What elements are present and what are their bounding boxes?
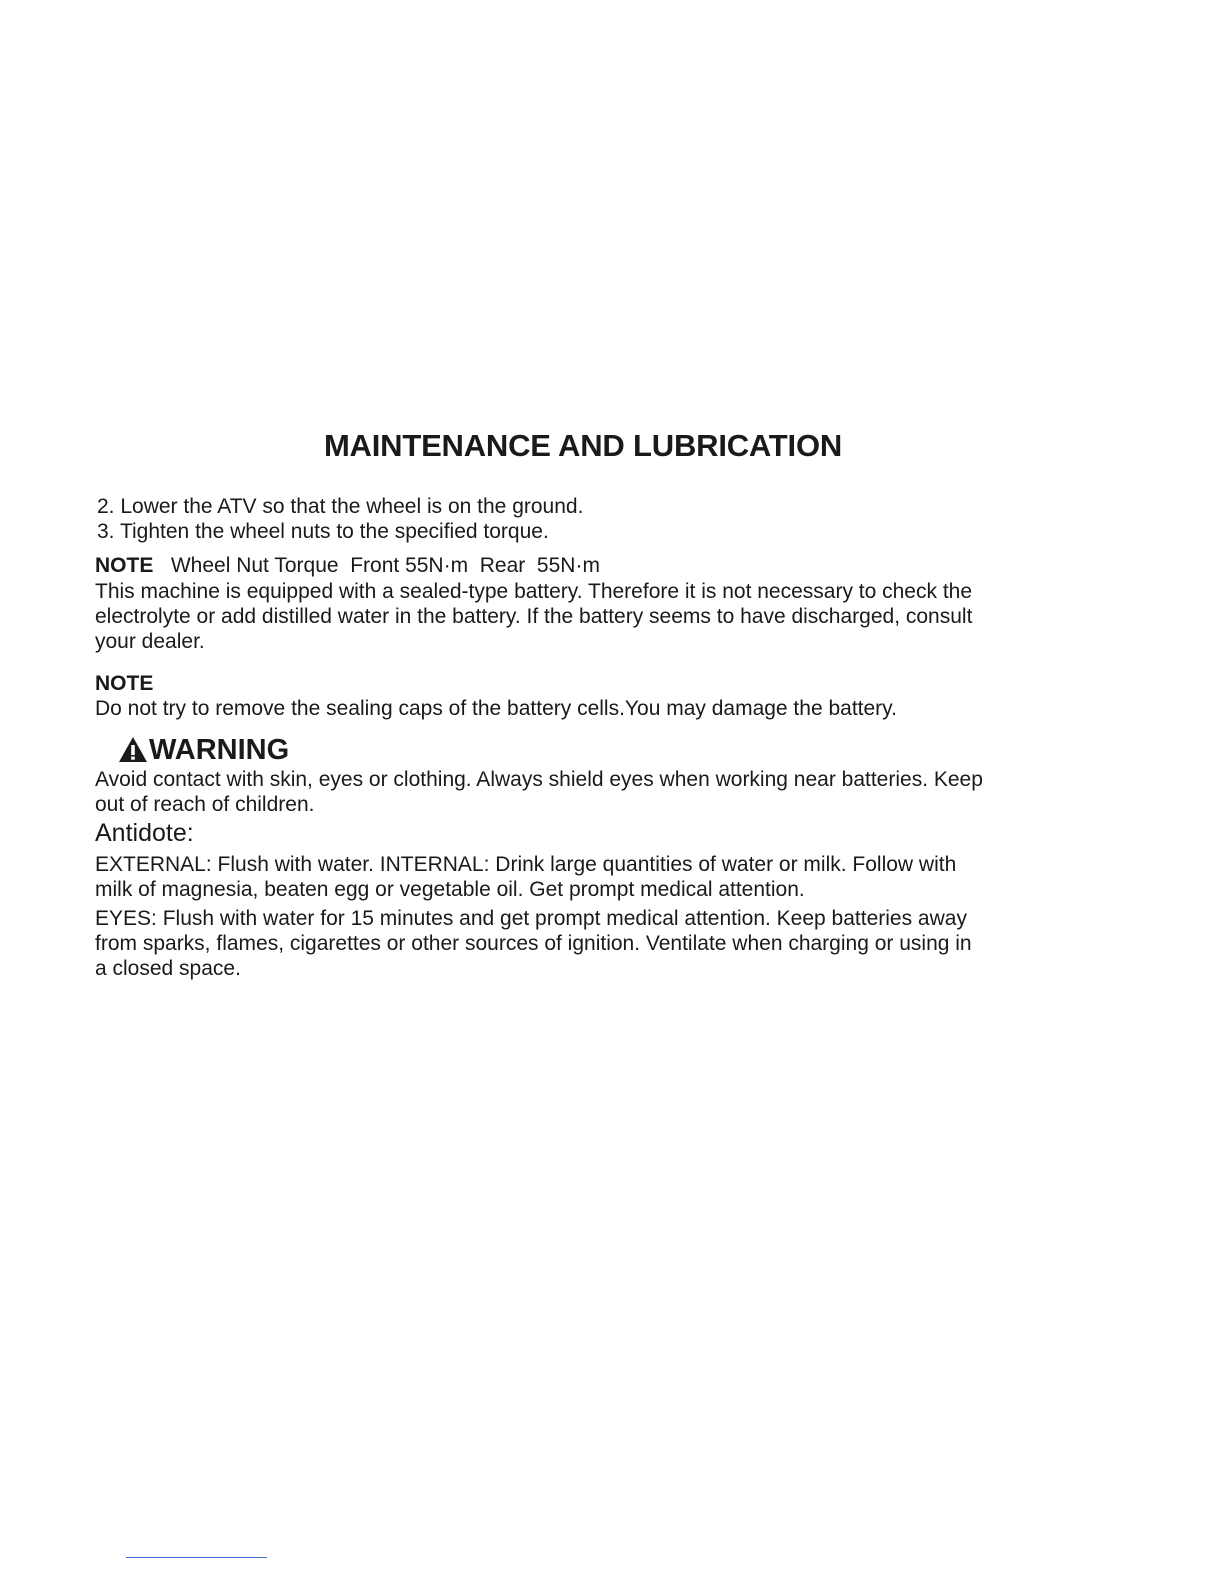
antidote-eyes-line-3: a closed space. [95, 957, 241, 980]
warning-line-1: Avoid contact with skin, eyes or clothing. Always shield eyes when working near batteries. Keep [95, 768, 983, 791]
antidote-eyes-line-1: EYES: Flush with water for 15 minutes and get prompt medical attention. Keep batteries away [95, 907, 967, 930]
torque-note-label: NOTE [95, 554, 154, 577]
antidote-external-line-1: EXTERNAL: Flush with water. INTERNAL: Drink large quantities of water or milk. Follow with [95, 853, 957, 876]
antidote-external-line-2: milk of magnesia, beaten egg or vegetable oil. Get prompt medical attention. [95, 878, 805, 901]
warning-heading [118, 733, 289, 767]
battery-line-1: This machine is equipped with a sealed-type battery. Therefore it is not necessary to check the [95, 580, 973, 603]
step-2: 2. Lower the ATV so that the wheel is on the ground. [97, 495, 584, 518]
warning-triangle-icon [118, 736, 148, 763]
antidote-eyes-line-2: from sparks, flames, cigarettes or other sources of ignition. Ventilate when charging or using in [95, 932, 972, 955]
antidote-heading: Antidote: [95, 819, 194, 847]
page-title: MAINTENANCE AND LUBRICATION [323, 428, 843, 463]
note2-text: Do not try to remove the sealing caps of the battery cells.You may damage the battery. [95, 697, 897, 720]
torque-note-text: Wheel Nut Torque Front 55N·m Rear 55N·m [153, 554, 600, 577]
battery-line-2: electrolyte or add distilled water in the battery. If the battery seems to have discharged, consult [95, 605, 973, 628]
battery-line-3: your dealer. [95, 630, 205, 653]
footer-rule [126, 1557, 267, 1558]
note2-label: NOTE [95, 672, 154, 695]
warning-line-2: out of reach of children. [95, 793, 315, 816]
torque-note [95, 553, 1075, 578]
step-3: 3. Tighten the wheel nuts to the specified torque. [97, 520, 549, 543]
warning-heading-text: WARNING [149, 734, 290, 766]
